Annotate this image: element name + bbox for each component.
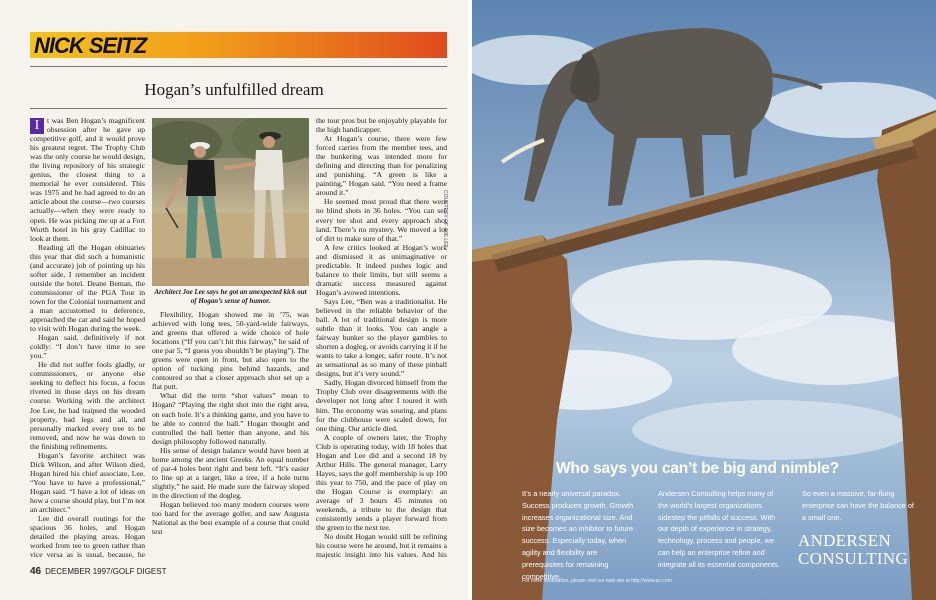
photo-credit: COURTESY OF JOE LEE <box>442 190 448 248</box>
paragraph: Sadly, Hogan divorced himself from the Trophy Club over disagreements with the developer not long after I toured it with him. The economy was souring, and plans for the clubhouse were scaled down, for one thing. Our article died. <box>316 378 447 433</box>
paragraph: Hogan said, definitively if not coldly: “I don’t have time to see you.” <box>30 333 145 361</box>
ad-column-3: So even a massive, far-flung enterprise can have the balance of a small one. <box>802 489 914 522</box>
paragraph: A couple of owners later, the Trophy Club is operating today, with 18 holes that Hogan and Lee did and a second 18 by Arthur Hills. The general manager, Larry Hayes, says the golf membership is up 100 this year to 750, and the pace of play on the Hogan Course is exemplary: an average of 3 hours 45 minutes on weekends, a tribute to the design that consistently sends a player forward from the green to the next tee. <box>316 432 447 533</box>
paragraph: He seemed most proud that there were no blind shots in 36 holes. “You can see every tee shot and every approach shot land. There’s no mystery. We moved a lot of dirt to make sure of that.” <box>316 197 447 243</box>
page-folio <box>30 566 167 577</box>
article-column-1 <box>30 116 145 560</box>
drop-cap: I <box>30 118 44 134</box>
andersen-consulting-logo <box>798 532 908 568</box>
paragraph: Flexibility, Hogan showed me in ’75, was achieved with long tees, 50-yard-wide fairways, and greens that offered a wide choice of hole locations (“If you can’t hit this fairway,” he said of one par 5, “I guess you shouldn’t be playing”). The greens were open in front, but also open to the option of tucking pins behind hazards, and contoured so that a closer approach shot set up a flat putt. <box>152 310 309 392</box>
paragraph: At Hogan’s course, there were few forced carries from the member tees, and the bunkering was intended more for defining and directing than for penalizing and punishing. “A green is like a painting,” Hogan said. “You need a frame around it.” <box>316 134 447 198</box>
paragraph: Lee did overall routings for the spacious 36 holes, and Hogan detailed the playing areas. Hogan worked from tee to green rather than vice versa as is usual, because, he <box>30 514 145 560</box>
paragraph: Hogan believed too many modern courses were too hard for the average golfer, and saw Augusta National as the best example of a course that could test <box>152 499 309 537</box>
page-number: 46 <box>30 566 42 577</box>
paragraph: He did not suffer fools gladly, or commissioners, or anyone else seeking to deflect his focus, a focus riveted in those days on his dream course. Working with the architect Joe Lee, he had traipsed the wooded property, bad legs and all, and personally marked every tree to be removed, and now he was down to the finishing refinements. <box>30 360 145 451</box>
paragraph: Hogan’s favorite architect was Dick Wilson, and after Wilson died, Hogan hired his chief associate, Lee. “You have to have a professional,” Hogan said. “I have a lot of ideas on how a course should play, but I’m not an architect.” <box>30 450 145 515</box>
brand-line-2: CONSULTING <box>798 549 909 568</box>
column-name: NICK SEITZ <box>34 33 147 58</box>
page-gutter <box>464 0 472 600</box>
paragraph: No doubt Hogan would still be refining his course were he around, but it remains a majestic insight into his values. And his <box>316 532 447 560</box>
right-page-advertisement <box>472 0 936 600</box>
article-photo <box>152 118 309 286</box>
paragraph: Reading all the Hogan obituaries this year that did such a humanistic (and accurate) job of pointing up his softer side, I remember an incident outside the hotel. Deane Beman, the commissioner of the PGA Tour in town for the Colonial tournament and a man accustomed to deference, approached the car and said he hoped to visit with Hogan during the week. <box>30 242 145 334</box>
ad-column-1: It’s a nearly universal paradox. Success produces growth. Growth increases organizational size. And size becomes an inhibitor to future success. Especially today, when agility and flexibility are prerequisites for remaining competitive. <box>522 489 634 581</box>
photo-caption: Architect Joe Lee says he got an unexpected kick out of Hogan’s sense of humor. <box>154 288 307 305</box>
paragraph: Says Lee, “Ben was a traditionalist. He believed in the reliable behavior of the ball. A lot of traditional design is more subtle than it looks. You can angle a fairway bunker so the player gambles to shorten a dogleg, or avoids carrying it if he wants to take a longer, safer route. It’s not as sensational as so many of these pinball designs, but it’s very sound.” <box>316 296 447 379</box>
paragraph: A few critics looked at Hogan’s work and dismissed it as unimaginative or predictable. It indeed pushes logic and balance to their limits, but still seems a dramatic success measured against Hogan’s avowed intentions. <box>316 242 447 297</box>
title-rule-bottom <box>30 108 447 109</box>
title-rule-top <box>30 66 447 67</box>
paragraph: What did the term “shot values” mean to Hogan? “Playing the right shot into the right area, on each hole. It’s a thinking game, and you have to be able to control the ball.” Hogan thought and controlled the ball better than anyone, and his design philosophy followed naturally. <box>152 391 309 446</box>
article-column-2 <box>152 310 309 560</box>
article-column-3 <box>316 116 447 560</box>
ad-column-2: Andersen Consulting helps many of the world’s largest organizations sidestep the pitfalls of success. With our depth of experience in strategy, technology, process and people, we can help an enterprise refine and integrate all its essential components. <box>658 489 780 569</box>
paragraph: t was Ben Hogan’s magnificent obsession after he gave up competitive golf, and it would prove his greatest regret. The Trophy Club was the only course he would design, the living repository of his strategic genius, the closest thing to a memorial he ever considered. This was 1975 and he had agreed to do an article about the course—two courses actually—when they were ready to open. He was picking me up at a Fort Worth hotel in his gray Cadillac to look at them. <box>30 116 145 243</box>
paragraph: His sense of design balance would have been at home among the ancient Greeks. An equal number of par-4 holes bent right and bent left. “It’s easier to line up at a target, like a tree, if a hole turns slightly,” he said. He made sure the fairway sloped in the direction of the dogleg. <box>152 445 309 500</box>
brand-line-1: ANDERSEN <box>798 531 892 550</box>
golfers-photo-illustration <box>152 118 309 286</box>
ad-footer-url: For more information, please visit our web site at http://www.ac.com <box>522 578 672 584</box>
paragraph: the tour pros but be enjoyably playable for the high handicapper. <box>316 116 447 135</box>
ad-headline: Who says you can’t be big and nimble? <box>556 460 839 477</box>
folio-text: DECEMBER 1997/GOLF DIGEST <box>45 567 167 576</box>
article-title: Hogan’s unfulfilled dream <box>144 80 324 99</box>
